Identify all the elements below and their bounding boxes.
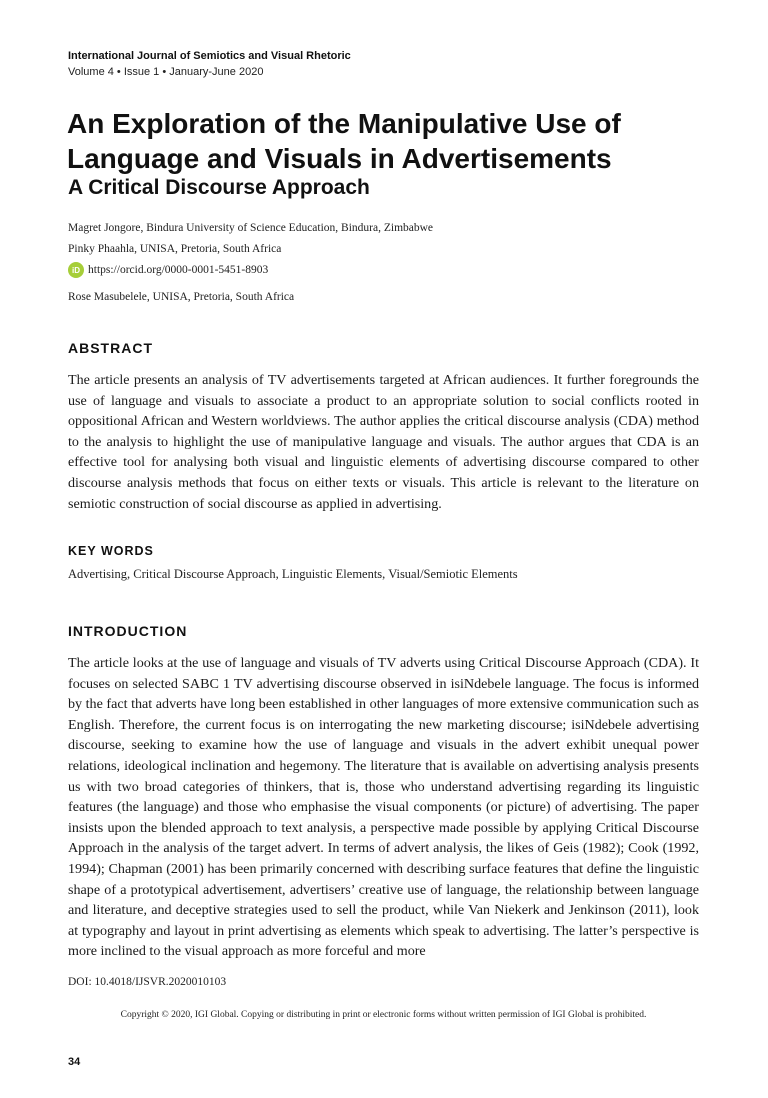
journal-issue: Volume 4 • Issue 1 • January-June 2020: [68, 66, 264, 78]
keywords-heading: KEY WORDS: [68, 544, 154, 558]
introduction-heading: INTRODUCTION: [68, 623, 188, 639]
page-number: 34: [68, 1056, 81, 1068]
introduction-text: The article looks at the use of language and visuals of TV adverts using Critical Discourse Approach (CDA). It focuses on selected SABC 1 TV advertising discourse observed in isiNdebele language. The focus is informed by the fact that adverts have long been established in other languages of more extensive communication such as English. Therefore, the current focus is on interrogating the new marketing discourse; isiNdebele advertising discourse, seeking to examine how the use of language and visuals in the advert exhibit unequal power relations, ideological inclination and hegemony. The literature that is available on advertising analysis presents us with two broad categories of thinkers, that is, those who understand advertising regarding its linguistic features (the language) and those who emphasise the visual components (or picture) of advertising. The paper insists upon the blended approach to text analysis, a perspective made possible by applying Critical Discourse Approach in the analysis of the target advert. In terms of advert analysis, the likes of Geis (1982); Cook (1992, 1994); Chapman (2001) has been primarily concerned with describing surface features that define the linguistic shape of a prototypical advertisement, advertisers’ creative use of language, the relationship between language and literature, and deceptive strategies used to sell the product, while Van Niekerk and Jenkinson (2011), look at typography and layout in print advertising as elements which speak to advertising. The latter’s perspective is more inclined to the visual approach as more forceful and more: [68, 655, 699, 960]
journal-title: International Journal of Semiotics and Visual Rhetoric: [68, 50, 351, 62]
author-3: Rose Masubelele, UNISA, Pretoria, South Africa: [68, 291, 295, 303]
orcid-row: [68, 262, 268, 278]
abstract-heading: ABSTRACT: [68, 340, 153, 356]
keywords-text: Advertising, Critical Discourse Approach, Linguistic Elements, Visual/Semiotic Elements: [68, 567, 518, 581]
abstract-text: The article presents an analysis of TV advertisements targeted at African audiences. It further foregrounds the use of language and visuals to associate a product to an appropriate solution to social conflicts rooted in oppositional African and Western worldviews. The author applies the critical discourse analysis (CDA) method to the analysis to highlight the use of manipulative language and visuals. The author argues that CDA is an effective tool for analysing both visual and linguistic elements of advertising discourse compared to other discourse analysis methods that focus on either texts or visuals. This article is relevant to the literature on semiotic construction of social discourse as applied in advertising.: [68, 372, 699, 512]
article-title: An Exploration of the Manipulative Use of Language and Visuals in Advertisements: [67, 108, 621, 174]
orcid-icon: iD: [68, 262, 84, 278]
copyright-notice: Copyright © 2020, IGI Global. Copying or distributing in print or electronic forms without written permission of IGI Global is prohibited.: [120, 1010, 647, 1020]
author-2: Pinky Phaahla, UNISA, Pretoria, South Africa: [68, 243, 282, 255]
doi: DOI: 10.4018/IJSVR.2020010103: [68, 976, 227, 988]
author-1: Magret Jongore, Bindura University of Science Education, Bindura, Zimbabwe: [68, 222, 434, 234]
orcid-link[interactable]: https://orcid.org/0000-0001-5451-8903: [88, 264, 269, 276]
article-subtitle: A Critical Discourse Approach: [68, 176, 370, 199]
